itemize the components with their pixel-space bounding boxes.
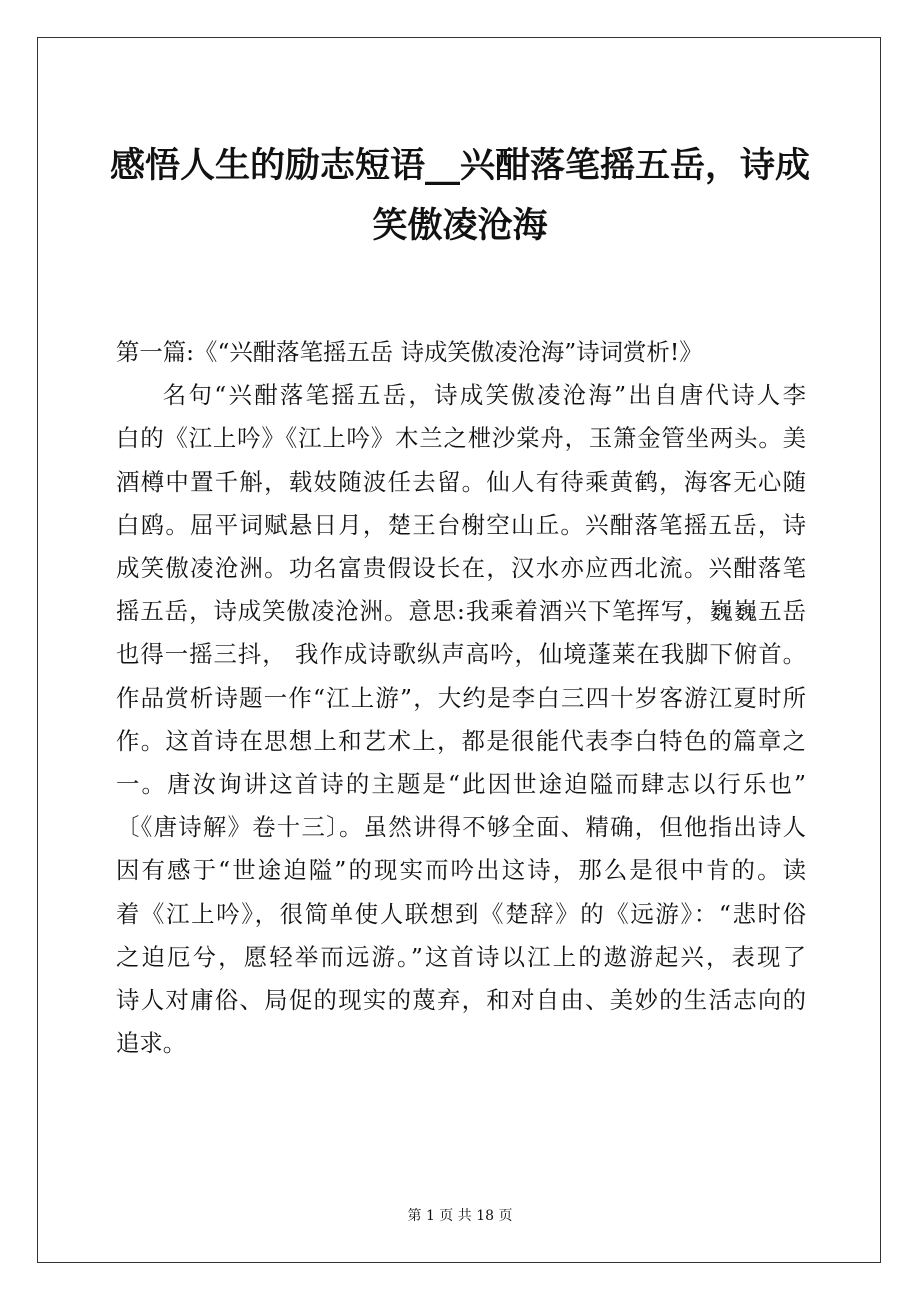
body-paragraph [116,374,806,1065]
paragraph-line: 追求。 [116,1029,187,1058]
paragraph-line: 作。这首诗在思想上和艺术上，都是很能代表李白特色的篇章之 [116,726,806,755]
title-line-2: 笑傲凌沧海 [372,205,548,246]
paragraph-line: 之迫厄兮，愿轻举而远游。”这首诗以江上的遨游起兴，表现了 [116,942,806,971]
paragraph-line: 摇五岳，诗成笑傲凌沧洲。意思:我乘着酒兴下笔挥写，巍巍五岳 [116,597,806,626]
paragraph-line: 作品赏析诗题一作“江上游”，大约是李白三四十岁客游江夏时所 [116,683,806,712]
paragraph-line: 白鸥。屈平词赋悬日月，楚王台榭空山丘。兴酣落笔摇五岳，诗 [116,510,806,539]
section-heading: 第一篇:《“兴酣落笔摇五岳 诗成笑傲凌沧海”诗词赏析!》 [116,338,703,366]
paragraph-line: 一。唐汝询讲这首诗的主题是“此因世途迫隘而肆志以行乐也” [116,770,806,799]
paragraph-line: 着《江上吟》，很简单使人联想到《楚辞》的《远游》：“悲时俗 [116,899,806,928]
title-line-1: 感悟人生的励志短语__兴酣落笔摇五岳，诗成 [109,145,810,186]
document-title [90,136,830,256]
paragraph-line: 白的《江上吟》《江上吟》木兰之枻沙棠舟，玉箫金管坐两头。美 [116,424,806,453]
paragraph-line: 名句“兴酣落笔摇五岳，诗成笑傲凌沧海”出自唐代诗人李 [162,381,806,410]
paragraph-line: 也得一摇三抖， 我作成诗歌纵声高吟，仙境蓬莱在我脚下俯首。 [116,640,806,669]
paragraph-line: 〔《唐诗解》卷十三〕。虽然讲得不够全面、精确，但他指出诗人 [116,813,806,842]
paragraph-line: 诗人对庸俗、局促的现实的蔑弃，和对自由、美妙的生活志向的 [116,986,806,1015]
paragraph-line: 因有感于“世途迫隘”的现实而吟出这诗，那么是很中肯的。读 [116,856,806,885]
document-body [116,331,806,1065]
paragraph-line: 酒樽中置千斛，载妓随波任去留。仙人有待乘黄鹤，海客无心随 [116,467,806,496]
paragraph-line: 成笑傲凌沧洲。功名富贵假设长在，汉水亦应西北流。兴酣落笔 [116,554,806,583]
page-footer: 第 1 页 共 18 页 [407,1208,513,1224]
